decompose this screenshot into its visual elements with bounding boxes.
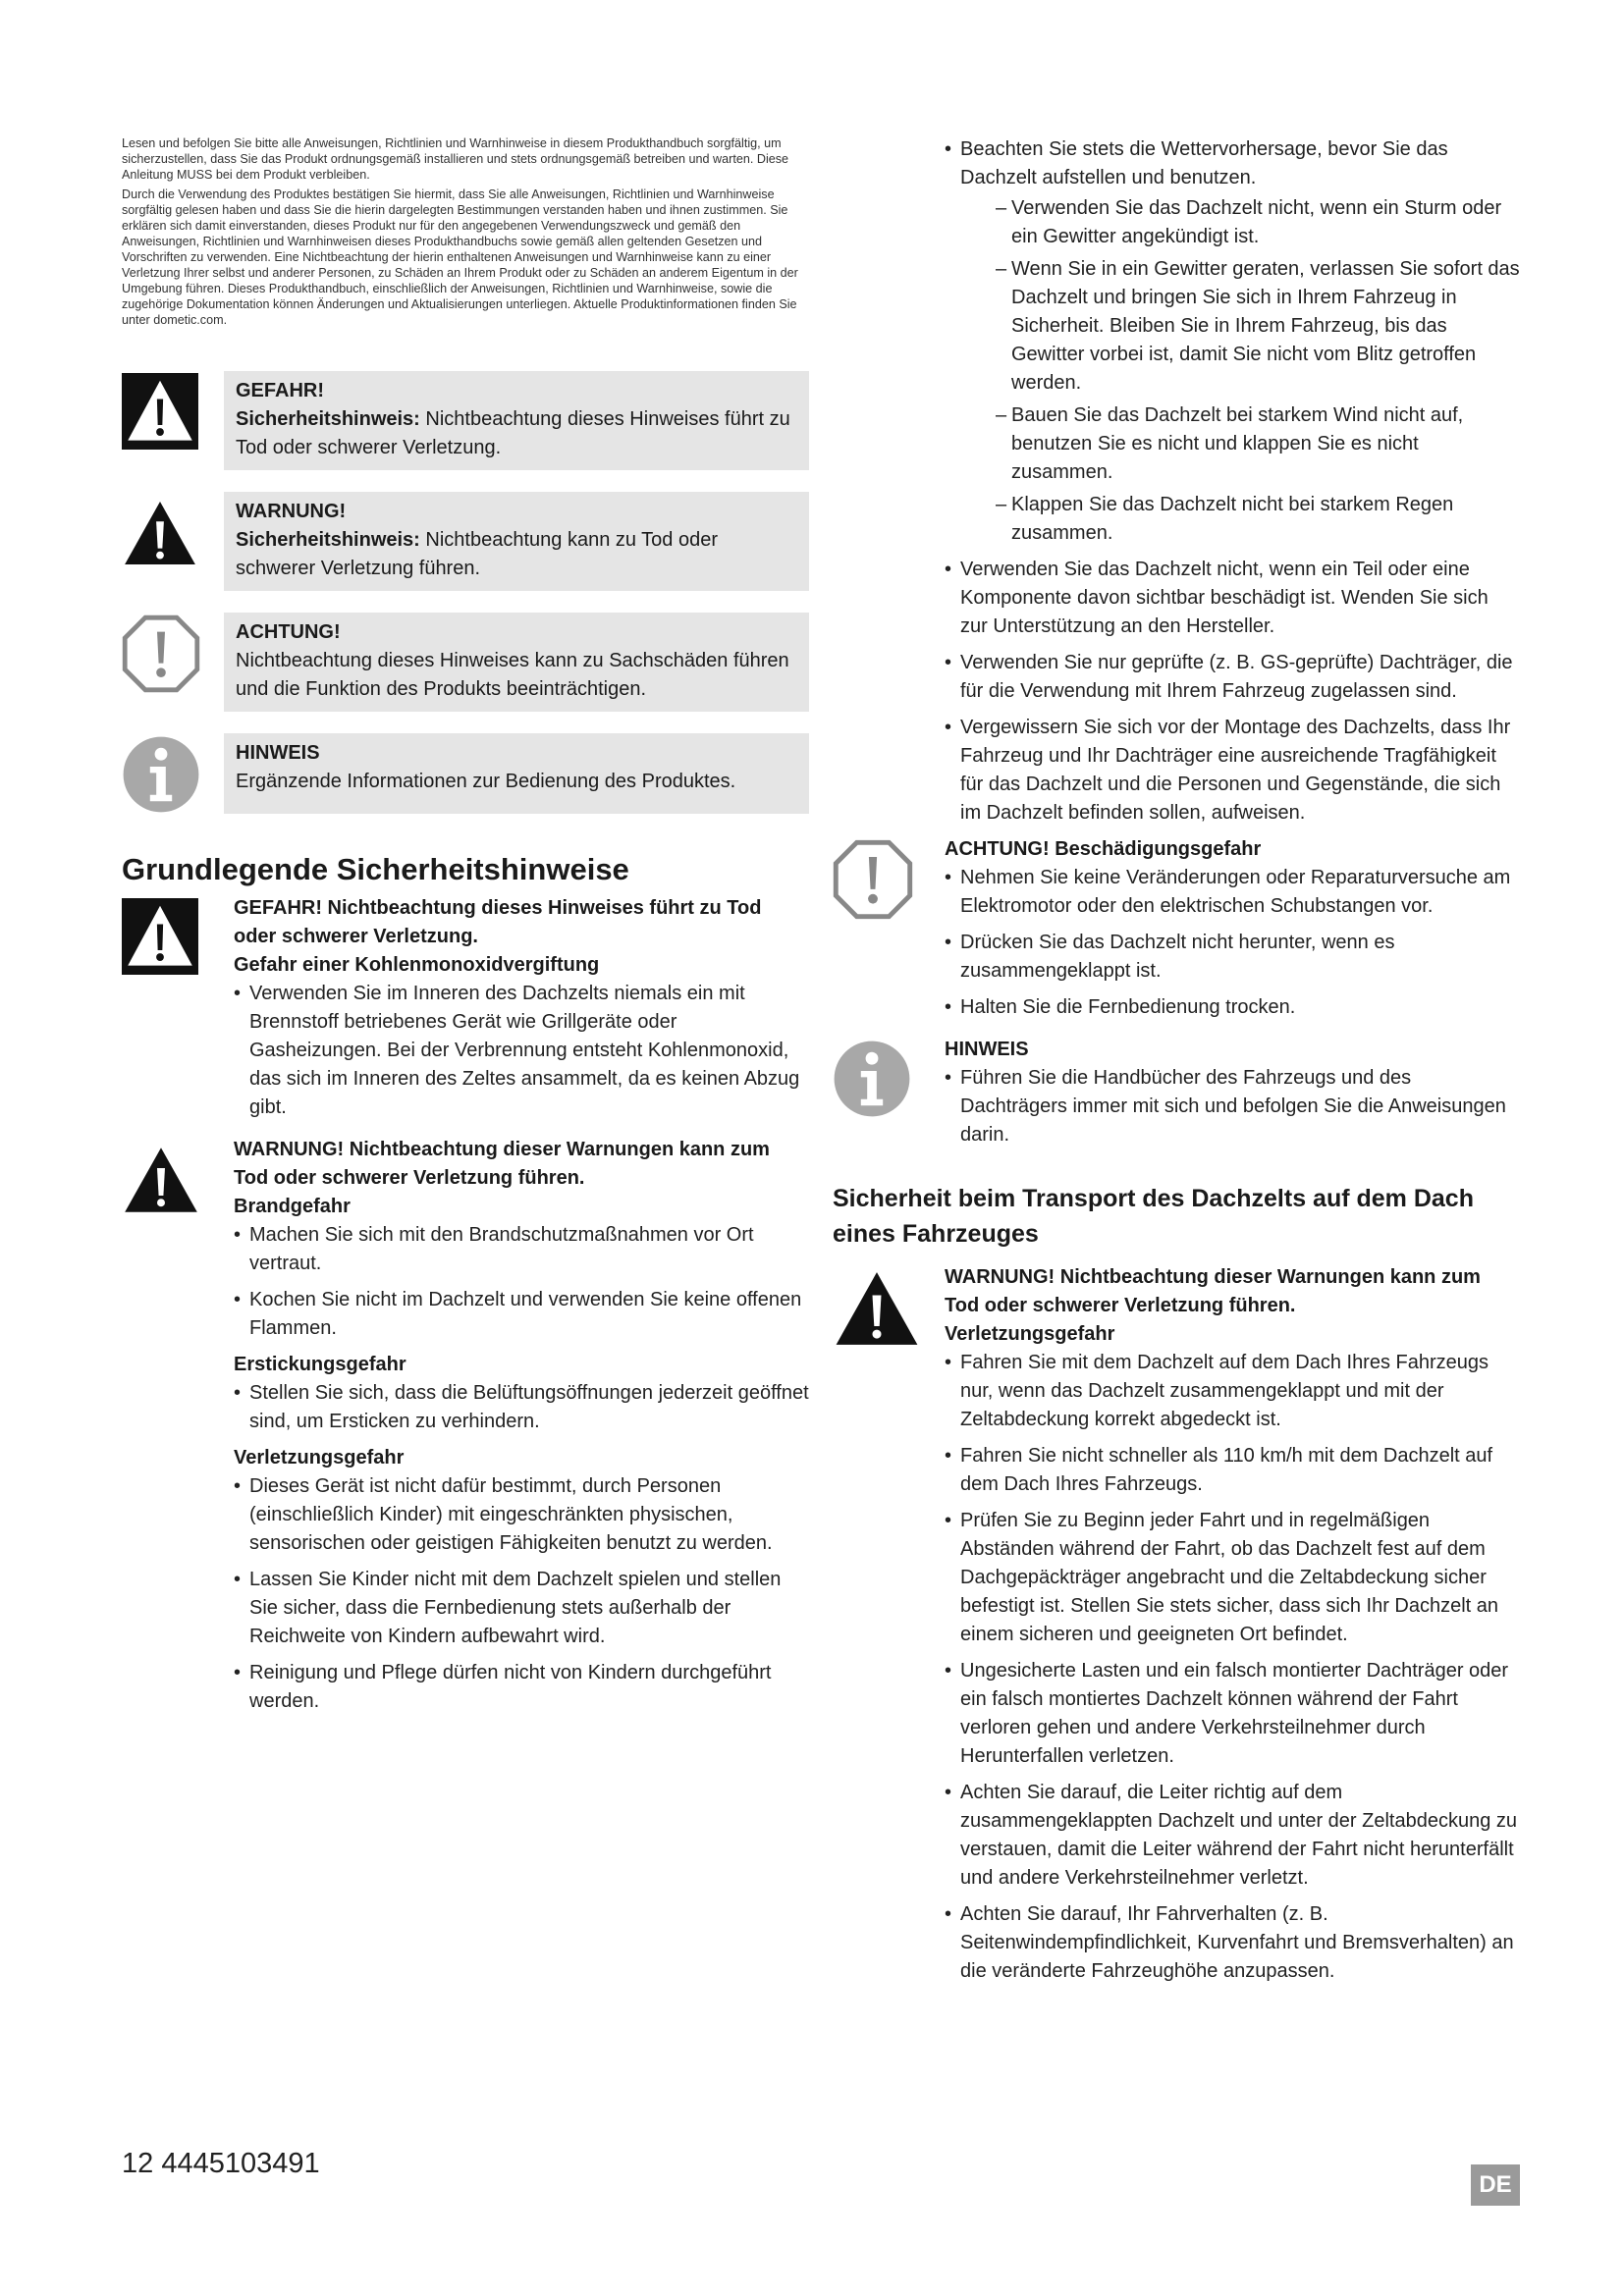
list-item: • Verwenden Sie im Inneren des Dachzelts niemals ein mit Brennstoff betriebenes Gerät wie Grillgeräte oder Gasheizungen. Bei der Verbrennung entsteht Kohlenmonoxid, das sich im Inneren des Zeltes ansammelt, da es keinen Abzug gibt. — [234, 980, 809, 1122]
list-item: • Verwenden Sie nur geprüfte (z. B. GS-geprüfte) Dachträger, die für die Verwendung mit Ihrem Fahrzeug zugelassen sind. — [945, 649, 1520, 706]
sub-list-item: – Klappen Sie das Dachzelt nicht bei starkem Regen zusammen. — [996, 491, 1520, 548]
block-subhead: Brandgefahr — [234, 1196, 351, 1217]
caution-icon — [122, 614, 200, 693]
section-title: Sicherheit beim Transport des Dachzelts auf dem Dach eines Fahrzeuges — [833, 1185, 1474, 1248]
list-item: • Achten Sie darauf, die Leiter richtig auf dem zusammengeklappten Dachzelt und unter der Zeltabdeckung zu verstauen, damit die Leiter während der Fahrt nicht herunterfällt und andere Verkehrsteilnehmer verletzt. — [945, 1779, 1520, 1893]
list-item: • Nehmen Sie keine Veränderungen oder Reparaturversuche am Elektromotor oder den elektrischen Schubstangen vor. — [945, 864, 1520, 921]
block-subhead: Verletzungsgefahr — [945, 1323, 1115, 1345]
signal-bold: Sicherheitshinweis: — [236, 408, 420, 430]
signal-title: HINWEIS — [236, 742, 320, 764]
list-item — [945, 135, 1520, 548]
signal-text: Nichtbeachtung dieses Hinweises führt zu Tod oder schwerer Verletzung. — [236, 408, 790, 458]
list-item: • Kochen Sie nicht im Dachzelt und verwenden Sie keine offenen Flammen. — [234, 1286, 809, 1343]
list-item: • Führen Sie die Handbücher des Fahrzeugs und des Dachträgers immer mit sich und befolgen Sie die Anweisungen darin. — [945, 1064, 1520, 1149]
list-item: • Ungesicherte Lasten und ein falsch montierter Dachträger oder ein falsch montiertes Dachzelt können während der Fahrt verloren gehen und andere Verkehrsteilnehmer durch Herunterfallen verletzen. — [945, 1657, 1520, 1771]
signal-bold: Sicherheitshinweis: — [236, 529, 420, 551]
list-item-text: Beachten Sie stets die Wettervorhersage, bevor Sie das Dachzelt aufstellen und benutzen. — [960, 138, 1448, 188]
warning-icon — [833, 1267, 921, 1350]
intro-paragraph-2: Durch die Verwendung des Produktes bestätigen Sie hiermit, dass Sie alle Anweisungen, Richtlinien und Warnhinweise sorgfältig gelesen haben und dass Sie die hierin dargelegten Bestimmungen verstanden haben und ihnen zustimmen. Sie erklären sich damit einverstanden, dieses Produkt nur für den angegebenen Verwendungszweck und gemäß den Anweisungen, Richtlinien und Warnhinweisen dieses Produkthandbuchs sowie gemäß allen geltenden Gesetzen und Vorschriften zu verwenden. Eine Nichtbeachtung der hierin enthaltenen Anweisungen und Warnhinweise kann zu einer Verletzung Ihrer selbst und anderer Personen, zu Schäden an Ihrem Produkt oder zu Schäden an anderem Eigentum in der Umgebung führen. Dieses Produkthandbuch, einschließlich der Anweisungen, Richtlinien und Warnhinweise, sowie die zugehörige Dokumentation können Änderungen und Aktualisierungen unterliegen. Aktuelle Produktinformationen finden Sie unter dometic.com. — [122, 187, 798, 327]
list-item: • Drücken Sie das Dachzelt nicht herunter, wenn es zusammengeklappt ist. — [945, 929, 1520, 986]
caution-icon — [833, 839, 913, 920]
left-column — [122, 135, 809, 1730]
warning-icon — [122, 494, 198, 572]
signal-text: Ergänzende Informationen zur Bedienung des Produktes. — [236, 771, 736, 792]
info-icon — [833, 1040, 911, 1118]
list-item: • Reinigung und Pflege dürfen nicht von Kindern durchgeführt werden. — [234, 1659, 809, 1716]
warnung-block — [122, 1136, 809, 1724]
achtung-block — [833, 835, 1520, 1030]
sub-list-item: – Bauen Sie das Dachzelt bei starkem Wind nicht auf, benutzen Sie es nicht und klappen Sie es nicht zusammen. — [996, 401, 1520, 487]
page-number: 12 4445103491 — [122, 2148, 320, 2179]
sub-list-item: – Verwenden Sie das Dachzelt nicht, wenn ein Sturm oder ein Gewitter angekündigt ist. — [996, 194, 1520, 251]
section-title: Grundlegende Sicherheitshinweise — [122, 852, 629, 886]
list-item: • Vergewissern Sie sich vor der Montage des Dachzelts, dass Ihr Fahrzeug und Ihr Dachträger eine ausreichende Tragfähigkeit für das Dachzelt und die Personen und Gegenstände, die sich im Dachzelt befinden sollen, aufweisen. — [945, 714, 1520, 828]
signal-gefahr — [122, 371, 809, 470]
list-item: • Verwenden Sie das Dachzelt nicht, wenn ein Teil oder eine Komponente davon sichtbar beschädigt ist. Wenden Sie sich zur Unterstützung an den Hersteller. — [945, 556, 1520, 641]
signal-title: ACHTUNG! — [236, 621, 341, 643]
transport-warnung-block — [833, 1263, 1520, 1994]
block-head: GEFAHR! Nichtbeachtung dieses Hinweises führt zu Tod oder schwerer Verletzung. — [234, 897, 762, 947]
block-head: WARNUNG! Nichtbeachtung dieser Warnungen kann zum Tod oder schwerer Verletzung führen. — [945, 1266, 1481, 1316]
list-item: • Halten Sie die Fernbedienung trocken. — [945, 993, 1520, 1022]
right-column — [833, 135, 1520, 2000]
sub-list-item: – Wenn Sie in ein Gewitter geraten, verlassen Sie sofort das Dachzelt und bringen Sie sich in Ihrem Fahrzeug in Sicherheit. Bleiben Sie in Ihrem Fahrzeug, bis das Gewitter vorbei ist, damit Sie nicht vom Blitz getroffen werden. — [996, 255, 1520, 398]
block-head: WARNUNG! Nichtbeachtung dieser Warnungen kann zum Tod oder schwerer Verletzung führen. — [234, 1139, 770, 1189]
signal-achtung — [122, 613, 809, 712]
list-item: • Fahren Sie mit dem Dachzelt auf dem Dach Ihres Fahrzeugs nur, wenn das Dachzelt zusammengeklappt und mit der Zeltabdeckung korrekt abgedeckt ist. — [945, 1349, 1520, 1434]
list-item: • Dieses Gerät ist nicht dafür bestimmt, durch Personen (einschließlich Kinder) mit eingeschränkten physischen, sensorischen oder geistigen Fähigkeiten benutzt zu werden. — [234, 1472, 809, 1558]
intro-text — [122, 135, 809, 328]
hinweis-block — [833, 1036, 1520, 1157]
warning-icon — [122, 1140, 200, 1220]
signal-text: Nichtbeachtung dieses Hinweises kann zu Sachschäden führen und die Funktion des Produkts beeinträchtigen. — [236, 650, 789, 700]
block-head: HINWEIS — [945, 1039, 1029, 1060]
signal-title: GEFAHR! — [236, 380, 324, 401]
info-icon — [122, 735, 200, 814]
block-subhead: Erstickungsgefahr — [234, 1354, 406, 1375]
signal-text: Nichtbeachtung kann zu Tod oder schwerer Verletzung führen. — [236, 529, 719, 579]
gefahr-block — [122, 894, 809, 1130]
list-item: • Prüfen Sie zu Beginn jeder Fahrt und in regelmäßigen Abständen während der Fahrt, ob das Dachzelt fest auf dem Dachgepäckträger angebracht und die Zeltabdeckung sicher befestigt ist. Stellen Sie stets sicher, dass sich Ihr Dachzelt an einem sicheren und geeigneten Ort befindet. — [945, 1507, 1520, 1649]
block-subhead: Gefahr einer Kohlenmonoxidvergiftung — [234, 954, 600, 976]
intro-paragraph-1: Lesen und befolgen Sie bitte alle Anweisungen, Richtlinien und Warnhinweise in diesem Produkthandbuch sorgfältig, um sicherzustellen, dass Sie das Produkt ordnungsgemäß installieren und stets ordnungsgemäß betreiben und warten. Diese Anleitung MUSS bei dem Produkt verbleiben. — [122, 136, 789, 182]
danger-icon — [122, 373, 198, 450]
block-head: ACHTUNG! Beschädigungsgefahr — [945, 838, 1262, 860]
signal-hinweis — [122, 733, 809, 814]
danger-icon — [122, 898, 198, 975]
list-item: • Lassen Sie Kinder nicht mit dem Dachzelt spielen und stellen Sie sicher, dass die Fernbedienung stets außerhalb der Reichweite von Kindern aufbewahrt wird. — [234, 1566, 809, 1651]
language-badge: DE — [1471, 2164, 1520, 2206]
block-subhead: Verletzungsgefahr — [234, 1447, 405, 1468]
signal-title: WARNUNG! — [236, 501, 347, 522]
list-item: • Machen Sie sich mit den Brandschutzmaßnahmen vor Ort vertraut. — [234, 1221, 809, 1278]
signal-warnung — [122, 492, 809, 591]
list-item: • Fahren Sie nicht schneller als 110 km/h mit dem Dachzelt auf dem Dach Ihres Fahrzeugs. — [945, 1442, 1520, 1499]
list-item: • Stellen Sie sich, dass die Belüftungsöffnungen jederzeit geöffnet sind, um Ersticken zu verhindern. — [234, 1379, 809, 1436]
list-item: • Achten Sie darauf, Ihr Fahrverhalten (z. B. Seitenwindempfindlichkeit, Kurvenfahrt und Bremsverhalten) an die veränderte Fahrzeughöhe anzupassen. — [945, 1900, 1520, 1986]
